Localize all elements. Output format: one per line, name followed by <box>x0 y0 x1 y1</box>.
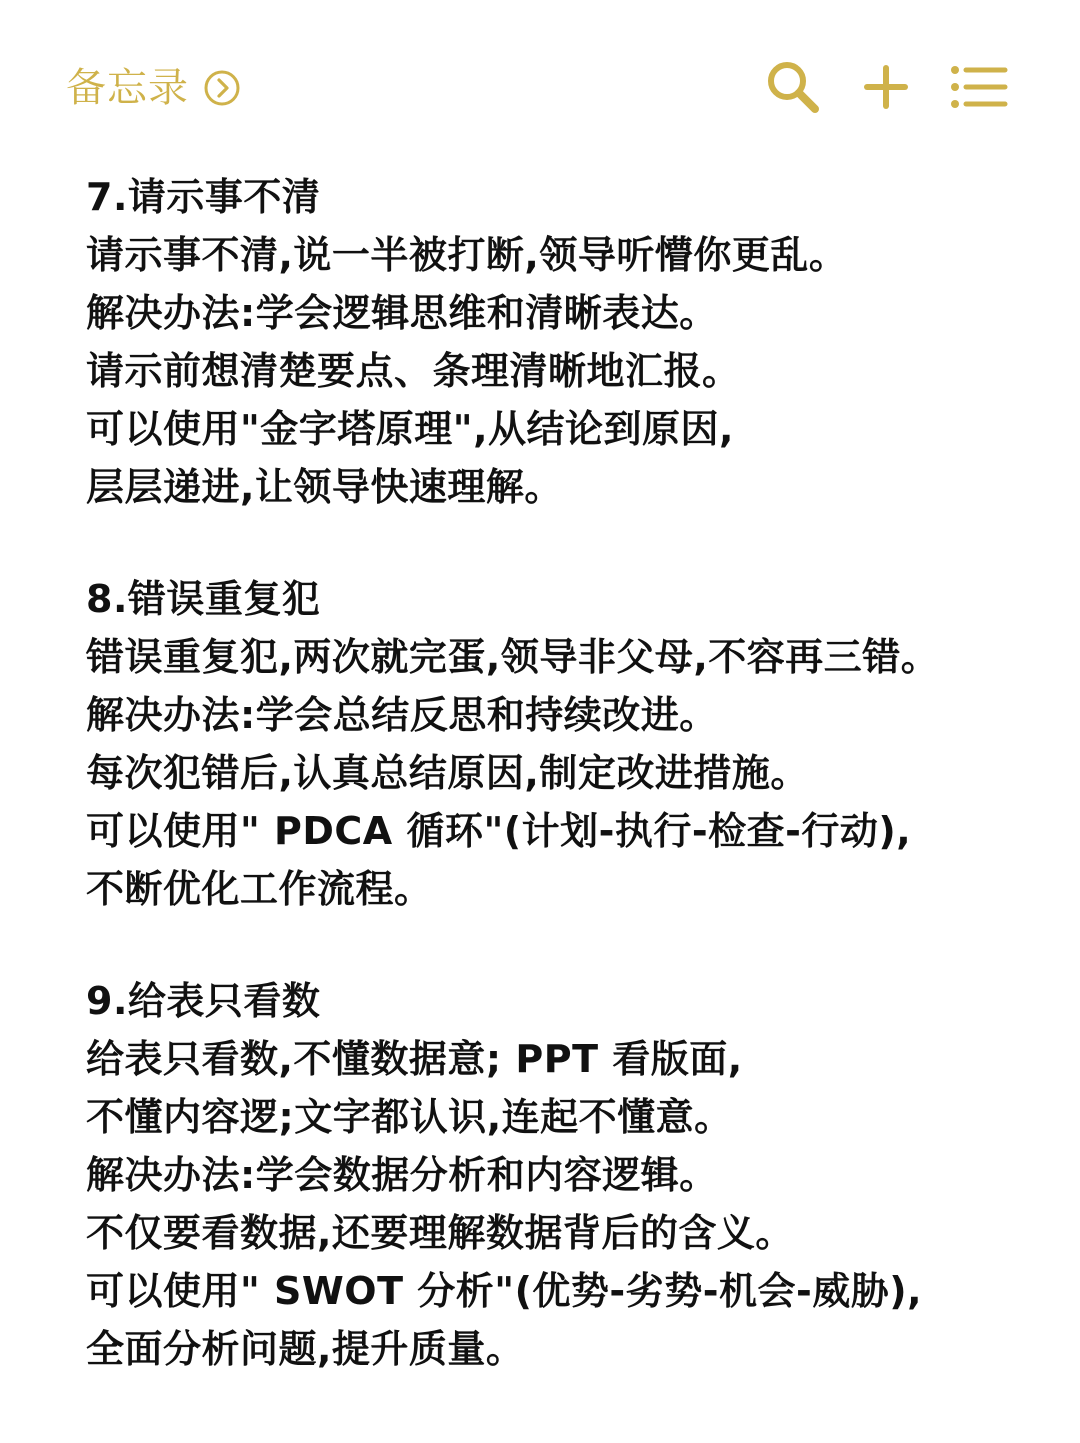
section-title: 7.请示事不清 <box>86 175 321 219</box>
note-line: 解决办法:学会逻辑思维和清晰表达。 <box>86 291 718 335</box>
note-line: 层层递进,让领导快速理解。 <box>86 465 563 509</box>
plus-icon <box>864 65 908 109</box>
toolbar-actions <box>764 58 1008 116</box>
note-line: 全面分析问题,提升质量。 <box>86 1327 525 1371</box>
note-line: 可以使用" SWOT 分析"(优势-劣势-机会-威胁), <box>86 1269 923 1313</box>
note-line: 不懂内容逻;文字都认识,连起不懂意。 <box>86 1095 733 1139</box>
menu-button[interactable] <box>950 64 1008 110</box>
note-line: 可以使用"金字塔原理",从结论到原因, <box>86 407 734 451</box>
list-icon <box>950 64 1008 110</box>
back-button[interactable] <box>66 60 241 116</box>
note-section-7 <box>86 168 1046 516</box>
section-title: 8.错误重复犯 <box>86 577 321 621</box>
note-line: 不断优化工作流程。 <box>86 867 433 911</box>
note-line: 可以使用" PDCA 循环"(计划-执行-检查-行动), <box>86 809 912 853</box>
note-line: 错误重复犯,两次就完蛋,领导非父母,不容再三错。 <box>86 635 940 679</box>
top-bar <box>0 0 1080 150</box>
note-body[interactable] <box>86 168 1046 1432</box>
note-line: 给表只看数,不懂数据意; PPT 看版面, <box>86 1037 743 1081</box>
chevron-right-circle-icon <box>203 69 241 107</box>
note-line: 请示事不清,说一半被打断,领导听懵你更乱。 <box>86 233 848 277</box>
note-line: 不仅要看数据,还要理解数据背后的含义。 <box>86 1211 794 1255</box>
note-line: 解决办法:学会总结反思和持续改进。 <box>86 693 718 737</box>
note-line: 请示前想清楚要点、条理清晰地汇报。 <box>86 349 741 393</box>
search-button[interactable] <box>764 58 822 116</box>
note-line: 解决办法:学会数据分析和内容逻辑。 <box>86 1153 718 1197</box>
note-section-9 <box>86 972 1046 1378</box>
note-section-8 <box>86 570 1046 918</box>
back-label: 备忘录 <box>66 65 189 111</box>
note-line: 每次犯错后,认真总结原因,制定改进措施。 <box>86 751 809 795</box>
add-note-button[interactable] <box>864 65 908 109</box>
search-icon <box>764 58 822 116</box>
section-title: 9.给表只看数 <box>86 979 321 1023</box>
